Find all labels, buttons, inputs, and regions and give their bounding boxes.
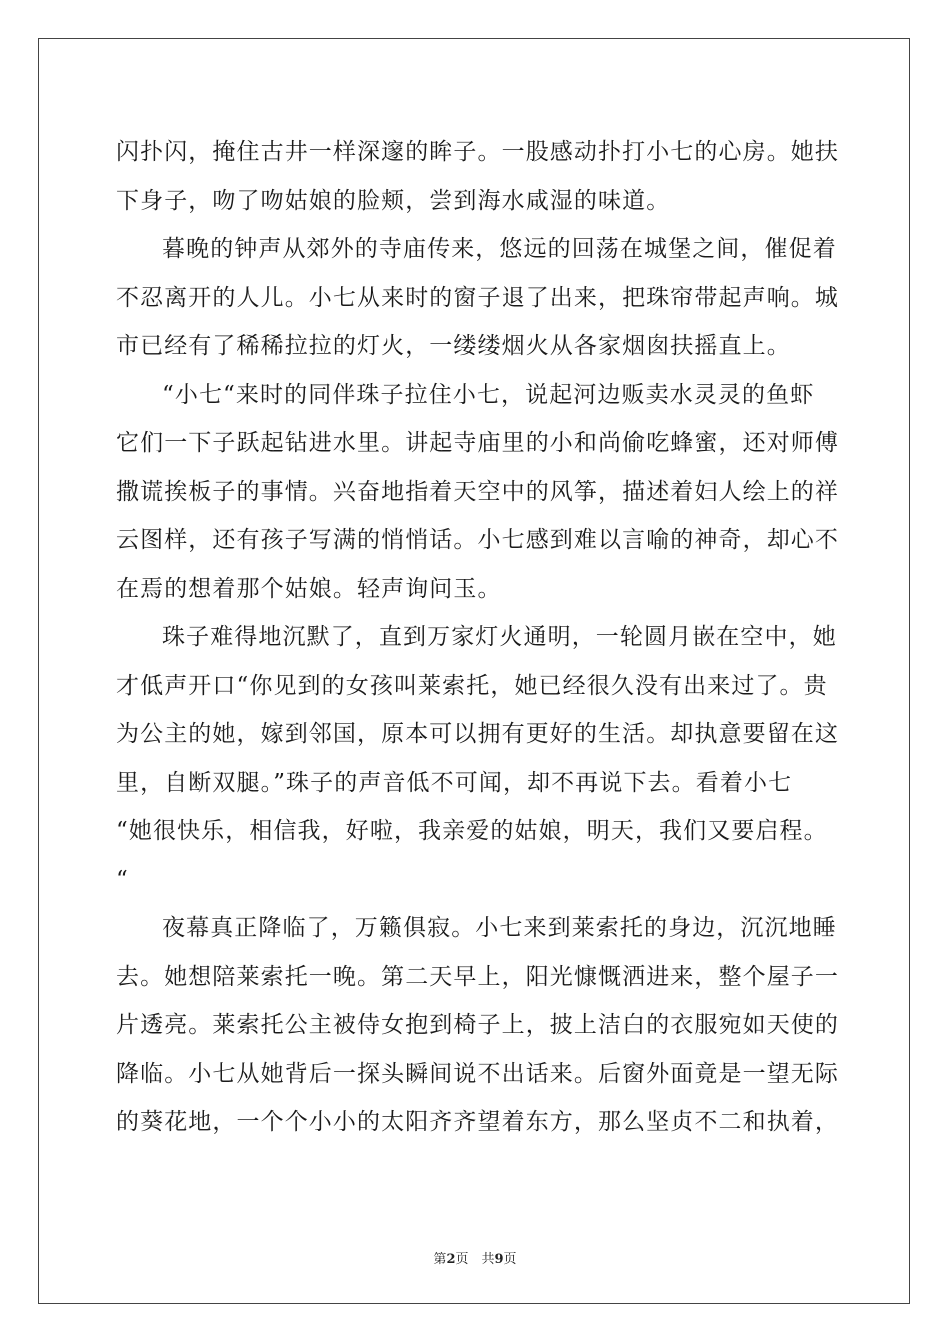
text-line: 为公主的她，嫁到邻国，原本可以拥有更好的生活。却执意要留在这 — [116, 721, 839, 747]
text-line: 夜幕真正降临了，万籁俱寂。小七来到莱索托的身边，沉沉地睡 — [162, 915, 837, 941]
paragraph — [116, 371, 839, 614]
footer-prefix: 第 — [433, 1252, 447, 1267]
text-line: 闪扑闪，掩住古井一样深邃的眸子。一股感动扑打小七的心房。她扶 — [116, 139, 839, 165]
paragraph — [116, 613, 839, 904]
text-line: 它们一下子跃起钻进水里。讲起寺庙里的小和尚偷吃蜂蜜，还对师傅 — [116, 430, 839, 456]
text-line: 市已经有了稀稀拉拉的灯火，一缕缕烟火从各家烟囱扶摇直上。 — [116, 333, 791, 359]
paragraph — [116, 904, 839, 1147]
text-line: 在焉的想着那个姑娘。轻声询问玉。 — [116, 575, 502, 602]
text-line: “小七“来时的同伴珠子拉住小七，说起河边贩卖水灵灵的鱼虾 — [162, 381, 815, 408]
footer-current-page: 2 — [446, 1252, 456, 1267]
text-line: 珠子难得地沉默了，直到万家灯火通明，一轮圆月嵌在空中，她 — [162, 624, 837, 650]
text-line: 撒谎挨板子的事情。兴奋地指着天空中的风筝，描述着妇人绘上的祥 — [116, 478, 839, 505]
text-line: 才低声开口“你见到的女孩叫莱索托，她已经很久没有出来过了。贵 — [116, 672, 828, 699]
paragraph — [116, 128, 839, 225]
page-number-footer — [0, 1248, 950, 1267]
footer-suffix: 页 — [503, 1252, 517, 1267]
text-line: “她很快乐，相信我，好啦，我亲爱的姑娘，明天，我们又要启程。 — [116, 818, 828, 844]
text-line: “ — [116, 866, 129, 893]
text-line: 降临。小七从她背后一探头瞬间说不出话来。后窗外面竟是一望无际 — [116, 1060, 839, 1087]
text-line: 里，自断双腿。”珠子的声音低不可闻，却不再说下去。看着小七 — [116, 769, 793, 796]
text-line: 暮晚的钟声从郊外的寺庙传来，悠远的回荡在城堡之间，催促着 — [162, 236, 837, 262]
text-line: 去。她想陪莱索托一晚。第二天早上，阳光慷慨洒进来，整个屋子一 — [116, 963, 839, 990]
text-line: 的葵花地，一个个小小的太阳齐齐望着东方，那么坚贞不二和执着， — [116, 1109, 839, 1135]
footer-total-pages: 9 — [494, 1252, 504, 1267]
paragraph — [116, 225, 839, 371]
text-line: 下身子，吻了吻姑娘的脸颊，尝到海水咸湿的味道。 — [116, 187, 671, 214]
text-line: 不忍离开的人儿。小七从来时的窗子退了出来，把珠帘带起声响。城 — [116, 284, 839, 311]
text-line: 云图样，还有孩子写满的悄悄话。小七感到难以言喻的神奇，却心不 — [116, 527, 839, 553]
footer-mid: 页 共 — [455, 1252, 495, 1267]
document-body — [116, 128, 839, 1147]
text-line: 片透亮。莱索托公主被侍女抱到椅子上，披上洁白的衣服宛如天使的 — [116, 1012, 839, 1038]
